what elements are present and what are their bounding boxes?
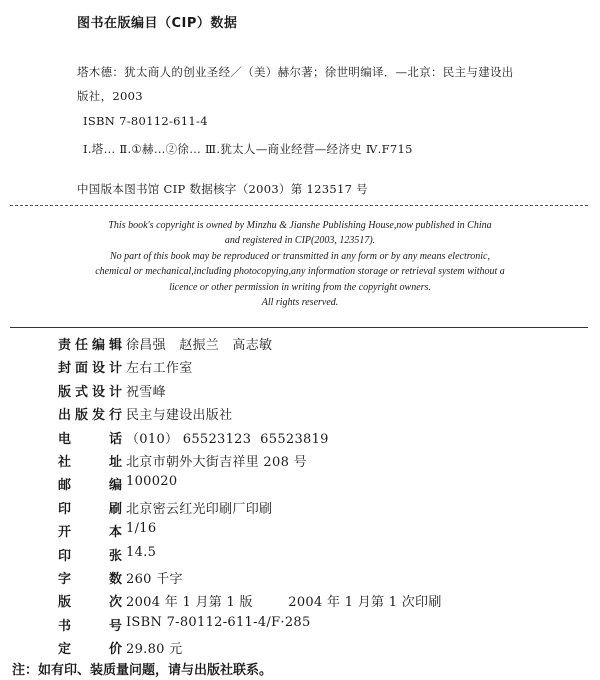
- cip-classification: Ⅰ.塔… Ⅱ.①赫…②徐… Ⅲ.犹太人—商业经营—经济史 Ⅳ.F715: [83, 142, 413, 156]
- imprint-row: [58, 474, 578, 497]
- cip-title-line: 塔木德：犹太商人的创业圣经／（美）赫尔著；徐世明编译．—北京：民主与建设出: [77, 65, 514, 79]
- imprint-value: 北京市朝外大街吉祥里 208 号: [126, 454, 307, 470]
- imprint-row: [58, 615, 578, 638]
- cip-isbn: ISBN 7-80112-611-4: [83, 114, 208, 128]
- imprint-value: 2004 年 1 月第 1 版 2004 年 1 月第 1 次印刷: [126, 595, 442, 611]
- imprint-row: [58, 381, 578, 404]
- imprint-label: 封 面 设 计: [58, 361, 122, 377]
- imprint-label: 定 价: [58, 642, 122, 658]
- imprint-value: 徐昌强 赵振兰 高志敏: [126, 338, 273, 353]
- imprint-value: （010） 65523123 65523819: [126, 431, 329, 447]
- copyright-line: No part of this book may be reproduced or transmitted in any form or by any means electronic,: [110, 250, 490, 262]
- imprint-row: [58, 334, 578, 357]
- imprint-label: 电 话: [58, 431, 122, 447]
- imprint-row: [58, 568, 578, 591]
- dashed-divider: [10, 205, 588, 206]
- imprint-row: [58, 591, 578, 614]
- imprint-label: 版 式 设 计: [58, 384, 122, 400]
- imprint-value: 北京密云红光印刷厂印刷: [126, 501, 273, 517]
- imprint-value: 14.5: [126, 544, 157, 560]
- cip-data-number: 中国版本图书馆 CIP 数据核字（2003）第 123517 号: [77, 182, 368, 196]
- imprint-value: 祝雪峰: [126, 384, 166, 400]
- imprint-row: [58, 451, 578, 474]
- imprint-value: 260 千字: [126, 571, 183, 587]
- imprint-label: 责 任 编 辑: [58, 338, 122, 353]
- imprint-row: [58, 428, 578, 451]
- imprint-label: 开 本: [58, 525, 122, 541]
- copyright-line: licence or other permission in writing from the copyright owners.: [169, 281, 431, 293]
- copyright-line: chemical or mechanical,including photocopying,any information storage or retrieval system without a: [95, 266, 505, 278]
- imprint-row: [58, 545, 578, 568]
- imprint-row: [58, 357, 578, 380]
- imprint-label: 出 版 发 行: [58, 408, 122, 424]
- imprint-label: 版 次: [58, 595, 122, 611]
- solid-divider: [10, 327, 588, 328]
- imprint-row: [58, 404, 578, 427]
- imprint-value: 1/16: [126, 521, 157, 537]
- copyright-line: All rights reserved.: [261, 297, 339, 309]
- imprint-row: [58, 638, 578, 661]
- imprint-label: 书 号: [58, 618, 122, 634]
- copyright-line: This book's copyright is owned by Minzhu & Jianshe Publishing House,now published in China: [108, 220, 492, 231]
- cip-title-line-continued: 版社，2003: [77, 89, 143, 103]
- imprint-value: 100020: [126, 474, 178, 490]
- imprint-label: 印 张: [58, 548, 122, 564]
- quality-note: 注：如有印、装质量问题，请与出版社联系。: [12, 663, 273, 678]
- imprint-value: 29.80 元: [126, 642, 183, 658]
- imprint-label: 字 数: [58, 571, 122, 587]
- imprint-value: 民主与建设出版社: [126, 408, 233, 424]
- imprint-value: 左右工作室: [126, 361, 193, 377]
- cip-heading: 图书在版编目（CIP）数据: [77, 16, 238, 31]
- imprint-table: [58, 334, 578, 661]
- copyright-notice: [30, 218, 570, 310]
- imprint-row: [58, 498, 578, 521]
- imprint-value: ISBN 7-80112-611-4/F·285: [126, 614, 311, 630]
- imprint-label: 印 刷: [58, 501, 122, 517]
- imprint-label: 邮 编: [58, 478, 122, 494]
- imprint-label: 社 址: [58, 454, 122, 470]
- copyright-line: and registered in CIP(2003, 123517).: [224, 235, 376, 247]
- imprint-row: [58, 521, 578, 544]
